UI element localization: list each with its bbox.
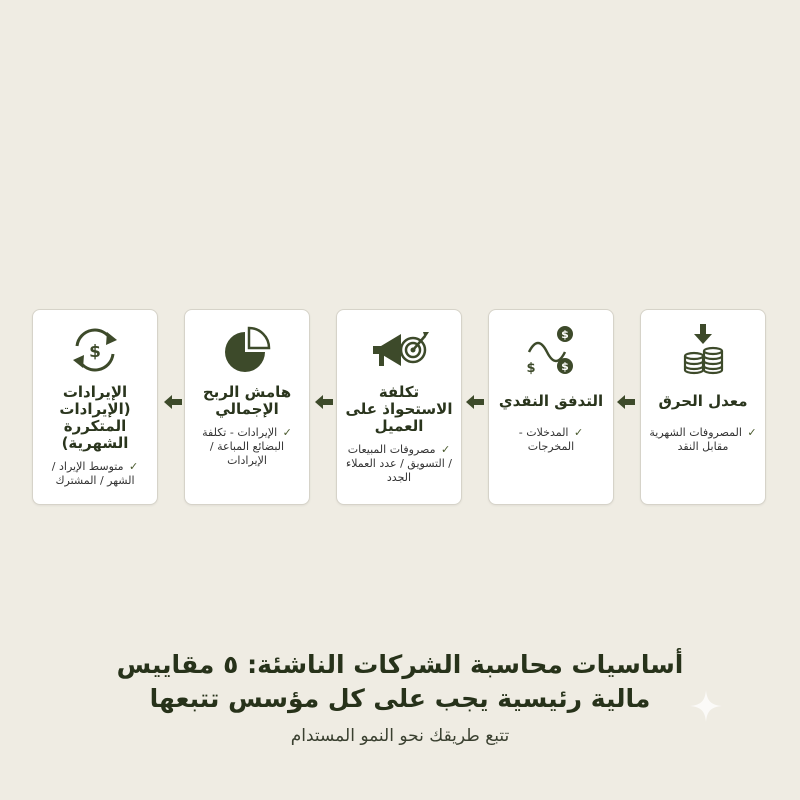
metric-formula-text: المصروفات الشهرية مقابل النقد bbox=[649, 426, 742, 453]
metrics-cards-row bbox=[32, 309, 766, 507]
metric-formula-text: مصروفات المبيعات / التسويق / عدد العملاء الجدد bbox=[346, 443, 452, 484]
metric-title: الإيرادات (الإيرادات المتكررة الشهرية) bbox=[59, 383, 131, 452]
check-icon: ✓ bbox=[747, 426, 757, 439]
page-title-line-1: أساسيات محاسبة الشركات الناشئة: ٥ مقاييس bbox=[116, 650, 684, 679]
metric-card-cash-flow bbox=[488, 309, 614, 505]
megaphone-target-icon bbox=[367, 322, 431, 378]
check-icon: ✓ bbox=[282, 426, 292, 439]
metric-formula-text: المدخلات - المخرجات bbox=[518, 426, 575, 453]
metric-card-mrr bbox=[32, 309, 158, 505]
check-icon: ✓ bbox=[440, 443, 451, 456]
svg-text:$: $ bbox=[89, 342, 101, 362]
flow-arrow-left-icon bbox=[164, 394, 182, 410]
metric-formula bbox=[39, 460, 151, 488]
metric-title: هامش الربح الإجمالي bbox=[202, 383, 292, 418]
metric-formula-text: الإيرادات - تكلفة البضائع المباعة / الإيرادات bbox=[202, 426, 285, 467]
sparkle-icon bbox=[688, 688, 724, 724]
metric-title: تكلفة الاستحواذ على العميل bbox=[345, 383, 453, 435]
page-title-line-2: مالية رئيسية يجب على كل مؤسس تتبعها bbox=[149, 684, 651, 713]
metric-card-cac bbox=[336, 309, 462, 505]
metric-title: التدفق النقدي bbox=[498, 391, 604, 410]
page-subtitle: تتبع طريقك نحو النمو المستدام bbox=[290, 726, 510, 746]
flow-arrow-left-icon bbox=[617, 394, 635, 410]
metric-formula bbox=[343, 443, 455, 485]
metric-formula bbox=[495, 426, 607, 454]
flow-arrow-left-icon bbox=[466, 394, 484, 410]
metric-title: معدل الحرق bbox=[658, 391, 748, 410]
svg-text:$: $ bbox=[526, 361, 536, 376]
dollar-cycle-icon bbox=[63, 322, 127, 378]
metric-formula bbox=[191, 426, 303, 468]
metric-formula bbox=[647, 426, 759, 454]
flow-arrow-left-icon bbox=[315, 394, 333, 410]
svg-text:$: $ bbox=[561, 328, 569, 341]
metric-formula-text: متوسط الإيراد / الشهر / المشترك bbox=[51, 460, 135, 487]
cash-flow-dollar-icon bbox=[519, 322, 583, 378]
metric-card-gross-margin bbox=[184, 309, 310, 505]
coins-down-arrow-icon bbox=[671, 322, 735, 378]
svg-text:$: $ bbox=[561, 360, 569, 373]
page-title bbox=[100, 648, 700, 716]
title-block bbox=[100, 648, 700, 746]
check-icon: ✓ bbox=[128, 460, 139, 473]
check-icon: ✓ bbox=[574, 426, 584, 439]
pie-chart-icon bbox=[215, 322, 279, 378]
metric-card-burn-rate bbox=[640, 309, 766, 505]
